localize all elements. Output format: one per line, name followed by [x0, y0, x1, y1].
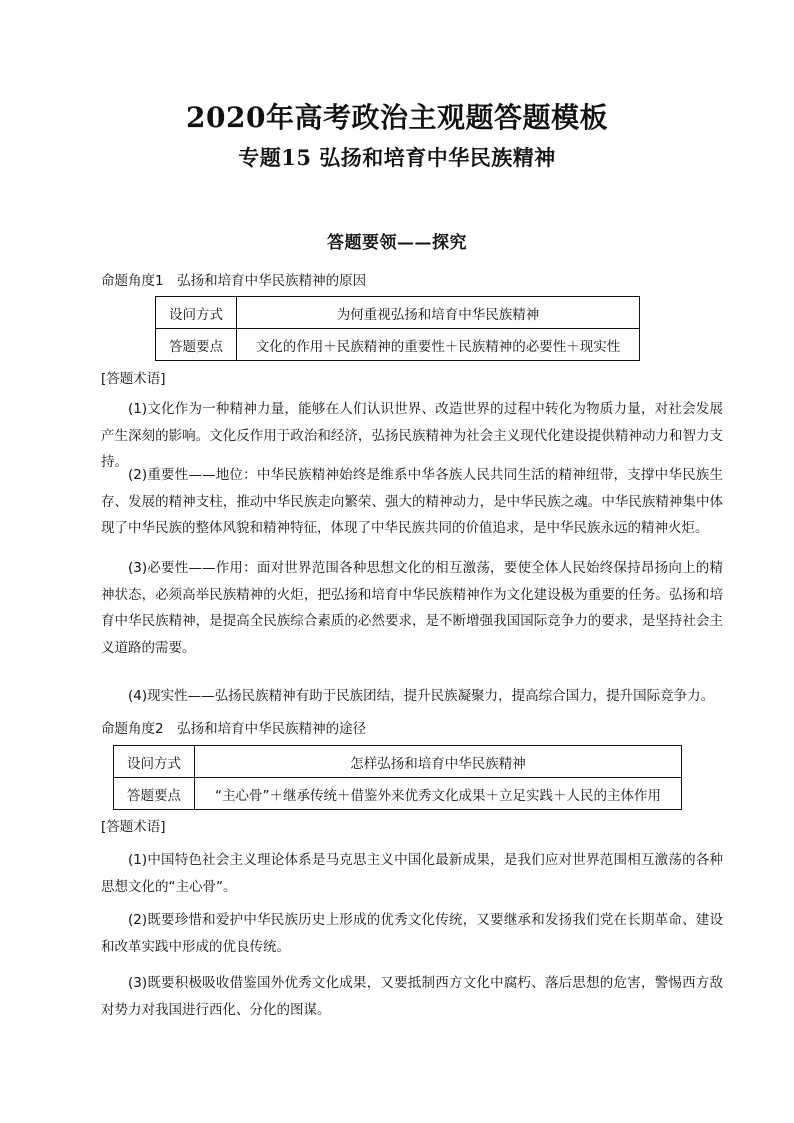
table-cell-value: 文化的作用＋民族精神的重要性＋民族精神的必要性＋现实性: [237, 329, 640, 361]
table-cell-key: 答题要点: [156, 329, 237, 361]
angle1-paragraph-3: (3)必要性——作用：面对世界范围各种思想文化的相互激荡，要使全体人民始终保持昂扬向上的精神状态，必须高举民族精神的火炬，把弘扬和培育中华民族精神作为文化建设极为重要的任务。弘扬和培育中华民族精神，是提高全民族综合素质的必然要求，是不断增强我国国际竞争力的要求，是坚持社会主义道路的需要。: [101, 560, 723, 656]
table-row: [114, 746, 682, 778]
angle2-paragraph-3: (3)既要积极吸收借鉴国外优秀文化成果，又要抵制西方文化中腐朽、落后思想的危害，警惕西方敌对势力对我国进行西化、分化的图谋。: [101, 975, 723, 1018]
angle1-label: 命题角度1 弘扬和培育中华民族精神的原因: [101, 273, 367, 289]
table-cell-key: 答题要点: [114, 778, 195, 810]
table-row: [114, 778, 682, 810]
angle2-table: [113, 745, 682, 810]
section-title: 答题要领——探究: [327, 233, 467, 253]
table-cell-value: 为何重视弘扬和培育中华民族精神: [237, 297, 640, 329]
table-cell-value: “主心骨”＋继承传统＋借鉴外来优秀文化成果＋立足实践＋人民的主体作用: [195, 778, 682, 810]
subtitle: 专题15 弘扬和培育中华民族精神: [238, 145, 556, 170]
angle1-terms-label: [答题术语]: [101, 371, 166, 387]
table-cell-key: 设问方式: [114, 746, 195, 778]
table-cell-value: 怎样弘扬和培育中华民族精神: [195, 746, 682, 778]
table-row: [156, 297, 640, 329]
angle1-table: [155, 296, 640, 361]
angle1-paragraph-4: (4)现实性——弘扬民族精神有助于民族团结，提升民族凝聚力，提高综合国力，提升国际竞争力。: [128, 688, 715, 704]
angle2-label: 命题角度2 弘扬和培育中华民族精神的途径: [101, 721, 367, 737]
table-row: [156, 329, 640, 361]
angle1-paragraph-2: (2)重要性——地位：中华民族精神始终是维系中华各族人民共同生活的精神纽带，支撑中华民族生存、发展的精神支柱，推动中华民族走向繁荣、强大的精神动力，是中华民族之魂。中华民族精神集中体现了中华民族的整体风貌和精神特征，体现了中华民族共同的价值追求，是中华民族永远的精神火炬。: [101, 467, 723, 536]
angle2-terms-label: [答题术语]: [101, 819, 166, 835]
angle2-paragraph-2: (2)既要珍惜和爱护中华民族历史上形成的优秀文化传统，又要继承和发扬我们党在长期革命、建设和改革实践中形成的优良传统。: [101, 912, 723, 955]
angle1-paragraph-1: (1)文化作为一种精神力量，能够在人们认识世界、改造世界的过程中转化为物质力量，对社会发展产生深刻的影响。文化反作用于政治和经济，弘扬民族精神为社会主义现代化建设提供精神动力和智力支持。: [101, 401, 723, 470]
main-title: 2020年高考政治主观题答题模板: [186, 101, 608, 134]
angle2-paragraph-1: (1)中国特色社会主义理论体系是马克思主义中国化最新成果，是我们应对世界范围相互激荡的各种思想文化的“主心骨”。: [101, 852, 723, 895]
table-cell-key: 设问方式: [156, 297, 237, 329]
